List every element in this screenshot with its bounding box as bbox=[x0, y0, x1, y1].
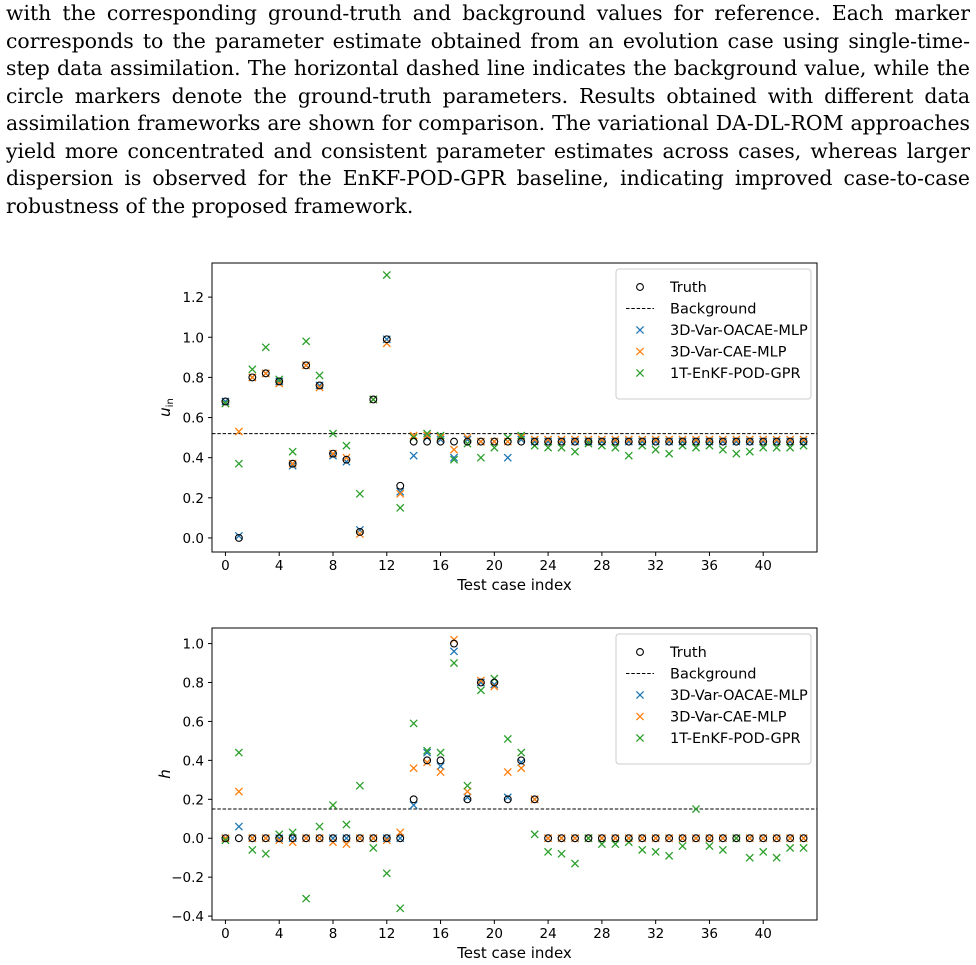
x-tick-label: 0 bbox=[221, 926, 230, 942]
figure-caption: with the corresponding ground-truth and background values for reference. Each marker corresponds to the parameter estimate obtained from an evolution case using single-time-step data assimilation. The horizontal dashed line indicates the background value, while the circle markers denote the ground-truth parameters. Results obtained with different data assimilation frameworks are shown for comparison. The variational DA-DL-ROM approaches yield more concentrated and consistent parameter estimates across cases, whereas larger dispersion is observed for the EnKF-POD-GPR baseline, indicating improved case-to-case robustness of the proposed framework. bbox=[6, 1, 970, 218]
x-tick-label: 16 bbox=[431, 926, 450, 942]
x-axis-label: Test case index bbox=[457, 944, 572, 962]
data-point bbox=[746, 854, 753, 861]
data-point bbox=[356, 490, 363, 497]
legend-label: Truth bbox=[670, 645, 707, 661]
data-point bbox=[249, 846, 256, 853]
y-tick-label: 0.8 bbox=[182, 370, 204, 387]
x-tick-label: 32 bbox=[647, 926, 665, 942]
data-point bbox=[639, 846, 646, 853]
y-tick-label: 0.0 bbox=[182, 831, 204, 848]
data-point bbox=[666, 852, 673, 859]
x-tick-label: 12 bbox=[378, 558, 396, 574]
data-point bbox=[356, 782, 363, 789]
legend bbox=[616, 634, 811, 764]
x-tick-label: 4 bbox=[274, 926, 284, 942]
y-axis-label: $u_{in}$ bbox=[156, 398, 176, 417]
x-tick-label: 4 bbox=[274, 558, 284, 574]
data-point bbox=[706, 842, 713, 849]
data-point bbox=[397, 504, 404, 511]
data-point bbox=[800, 844, 807, 851]
data-point bbox=[410, 765, 417, 772]
data-point bbox=[410, 796, 417, 803]
x-tick-label: 36 bbox=[700, 558, 719, 574]
x-tick-label: 0 bbox=[221, 558, 230, 574]
legend-label: 3D-Var-CAE-MLP bbox=[670, 344, 787, 361]
data-point bbox=[397, 905, 404, 912]
data-point bbox=[451, 438, 458, 445]
data-point bbox=[464, 782, 471, 789]
data-point bbox=[652, 446, 659, 453]
data-point bbox=[450, 446, 457, 453]
data-point bbox=[746, 448, 753, 455]
data-point bbox=[787, 844, 794, 851]
x-tick-label: 12 bbox=[378, 926, 396, 942]
data-point bbox=[450, 648, 457, 655]
data-point bbox=[450, 659, 457, 666]
data-point bbox=[262, 344, 269, 351]
y-tick-label: 0.8 bbox=[182, 675, 204, 692]
data-point bbox=[235, 788, 242, 795]
data-point bbox=[625, 452, 632, 459]
data-point bbox=[424, 438, 431, 445]
x-tick-label: 24 bbox=[539, 926, 557, 942]
data-point bbox=[249, 366, 256, 373]
data-point bbox=[235, 428, 242, 435]
data-point bbox=[719, 446, 726, 453]
data-point bbox=[410, 452, 417, 459]
y-tick-label: 0.4 bbox=[182, 753, 204, 770]
x-tick-label: 24 bbox=[539, 558, 557, 574]
y-tick-label: 0.0 bbox=[182, 530, 204, 547]
x-tick-label: 16 bbox=[431, 558, 450, 574]
data-point bbox=[303, 895, 310, 902]
data-point bbox=[773, 854, 780, 861]
data-point bbox=[504, 768, 511, 775]
data-point bbox=[437, 768, 444, 775]
data-point bbox=[383, 870, 390, 877]
data-point bbox=[504, 454, 511, 461]
x-tick-label: 28 bbox=[593, 926, 611, 942]
y-tick-label: 0.6 bbox=[182, 714, 204, 731]
y-axis-label: h bbox=[156, 769, 174, 779]
legend-label: 3D-Var-OACAE-MLP bbox=[670, 323, 808, 339]
y-tick-label: 0.2 bbox=[182, 792, 204, 809]
data-point bbox=[343, 442, 350, 449]
x-tick-label: 28 bbox=[593, 558, 611, 574]
data-point bbox=[571, 860, 578, 867]
y-tick-label: 0.4 bbox=[182, 450, 204, 467]
legend-label: 3D-Var-OACAE-MLP bbox=[670, 688, 808, 704]
data-point bbox=[518, 749, 525, 756]
data-point bbox=[397, 482, 404, 489]
x-tick-label: 8 bbox=[328, 558, 338, 574]
chart-2 bbox=[156, 628, 817, 962]
x-tick-label: 32 bbox=[647, 558, 665, 574]
data-point bbox=[410, 438, 417, 445]
data-point bbox=[329, 802, 336, 809]
legend bbox=[616, 269, 811, 399]
data-point bbox=[235, 460, 242, 467]
y-tick-label: 1.0 bbox=[182, 330, 204, 347]
x-axis-label: Test case index bbox=[457, 576, 572, 594]
y-tick-label: 1.2 bbox=[182, 290, 204, 307]
legend-label: 3D-Var-CAE-MLP bbox=[670, 709, 787, 726]
legend-label: 1T-EnKF-POD-GPR bbox=[670, 366, 801, 382]
data-point bbox=[316, 372, 323, 379]
x-tick-label: 36 bbox=[700, 926, 719, 942]
x-tick-label: 20 bbox=[485, 926, 503, 942]
data-point bbox=[545, 848, 552, 855]
data-point bbox=[235, 835, 242, 842]
data-point bbox=[679, 842, 686, 849]
data-point bbox=[370, 844, 377, 851]
y-tick-label: 0.2 bbox=[182, 490, 204, 507]
x-tick-label: 20 bbox=[485, 558, 503, 574]
y-tick-label: 0.6 bbox=[182, 410, 204, 427]
data-point bbox=[571, 448, 578, 455]
data-point bbox=[289, 448, 296, 455]
data-point bbox=[316, 823, 323, 830]
data-point bbox=[666, 450, 673, 457]
y-tick-label: −0.4 bbox=[171, 909, 204, 926]
data-point bbox=[504, 735, 511, 742]
x-tick-label: 40 bbox=[754, 558, 772, 574]
legend-label: 1T-EnKF-POD-GPR bbox=[670, 731, 801, 747]
data-point bbox=[531, 831, 538, 838]
data-point bbox=[262, 850, 269, 857]
data-point bbox=[719, 846, 726, 853]
data-point bbox=[733, 450, 740, 457]
data-point bbox=[477, 687, 484, 694]
data-point bbox=[692, 805, 699, 812]
data-point bbox=[383, 271, 390, 278]
legend-label: Background bbox=[670, 301, 757, 318]
y-tick-label: 1.0 bbox=[182, 636, 204, 653]
legend-label: Truth bbox=[670, 280, 707, 296]
data-point bbox=[760, 848, 767, 855]
data-point bbox=[303, 338, 310, 345]
chart-1 bbox=[156, 263, 817, 594]
data-point bbox=[518, 765, 525, 772]
data-point bbox=[410, 720, 417, 727]
data-point bbox=[477, 454, 484, 461]
x-tick-label: 40 bbox=[754, 926, 772, 942]
data-point bbox=[451, 640, 458, 647]
data-point bbox=[652, 848, 659, 855]
data-point bbox=[558, 850, 565, 857]
data-point bbox=[437, 757, 444, 764]
y-tick-label: −0.2 bbox=[171, 870, 204, 887]
data-point bbox=[235, 823, 242, 830]
data-point bbox=[437, 749, 444, 756]
data-point bbox=[235, 749, 242, 756]
legend-label: Background bbox=[670, 666, 757, 683]
data-point bbox=[343, 821, 350, 828]
x-tick-label: 8 bbox=[328, 926, 338, 942]
